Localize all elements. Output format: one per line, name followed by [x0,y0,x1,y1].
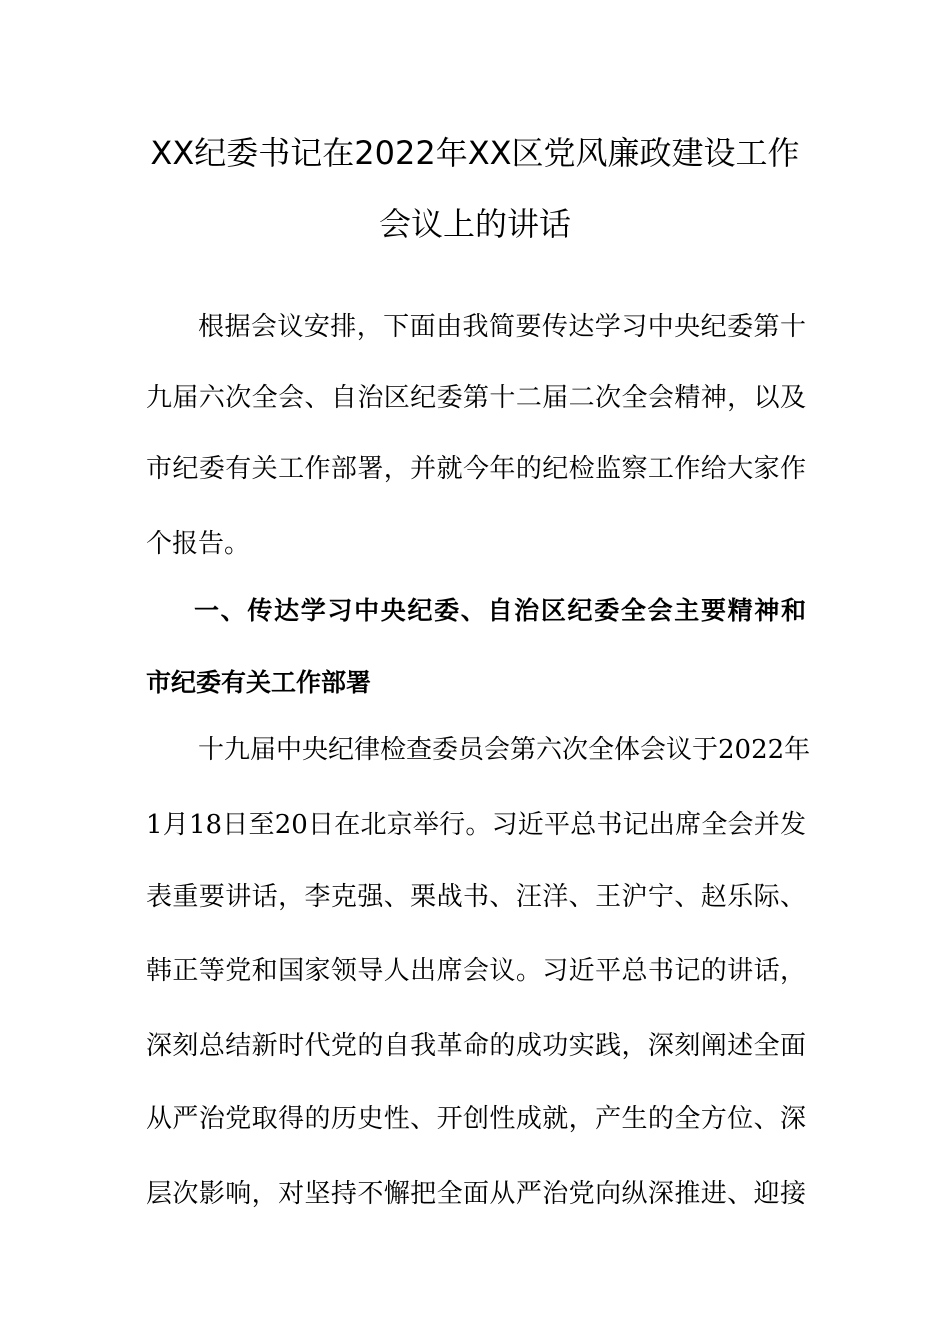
paragraph-2-line-2: 1月18日至20日在北京举行。习近平总书记出席全会并发 [146,810,806,840]
paragraph-2-line-4: 韩正等党和国家领导人出席会议。习近平总书记的讲话， [146,956,806,986]
paragraph-2-line-5: 深刻总结新时代党的自我革命的成功实践，深刻阐述全面 [146,1031,806,1061]
paragraph-2-line-3: 表重要讲话，李克强、栗战书、汪洋、王沪宁、赵乐际、 [146,882,806,912]
section-heading-line-2: 市纪委有关工作部署 [146,668,372,697]
paragraph-1-line-1: 根据会议安排，下面由我简要传达学习中央纪委第十 [198,312,806,342]
paragraph-2-line-1: 十九届中央纪律检查委员会第六次全体会议于2022年 [198,735,811,765]
document-title-line-2: 会议上的讲话 [378,205,571,243]
section-heading-line-1: 一、传达学习中央纪委、自治区纪委全会主要精神和 [194,596,806,625]
document-title-line-1: XX纪委书记在2022年XX区党风廉政建设工作 [150,134,800,172]
paragraph-1-line-2: 九届六次全会、自治区纪委第十二届二次全会精神，以及 [146,383,806,413]
paragraph-1-line-3: 市纪委有关工作部署，并就今年的纪检监察工作给大家作 [146,454,806,484]
paragraph-1-line-4: 个报告。 [146,529,251,559]
paragraph-2-line-7: 层次影响，对坚持不懈把全面从严治党向纵深推进、迎接 [146,1179,806,1209]
paragraph-2-line-6: 从严治党取得的历史性、开创性成就，产生的全方位、深 [146,1104,806,1134]
